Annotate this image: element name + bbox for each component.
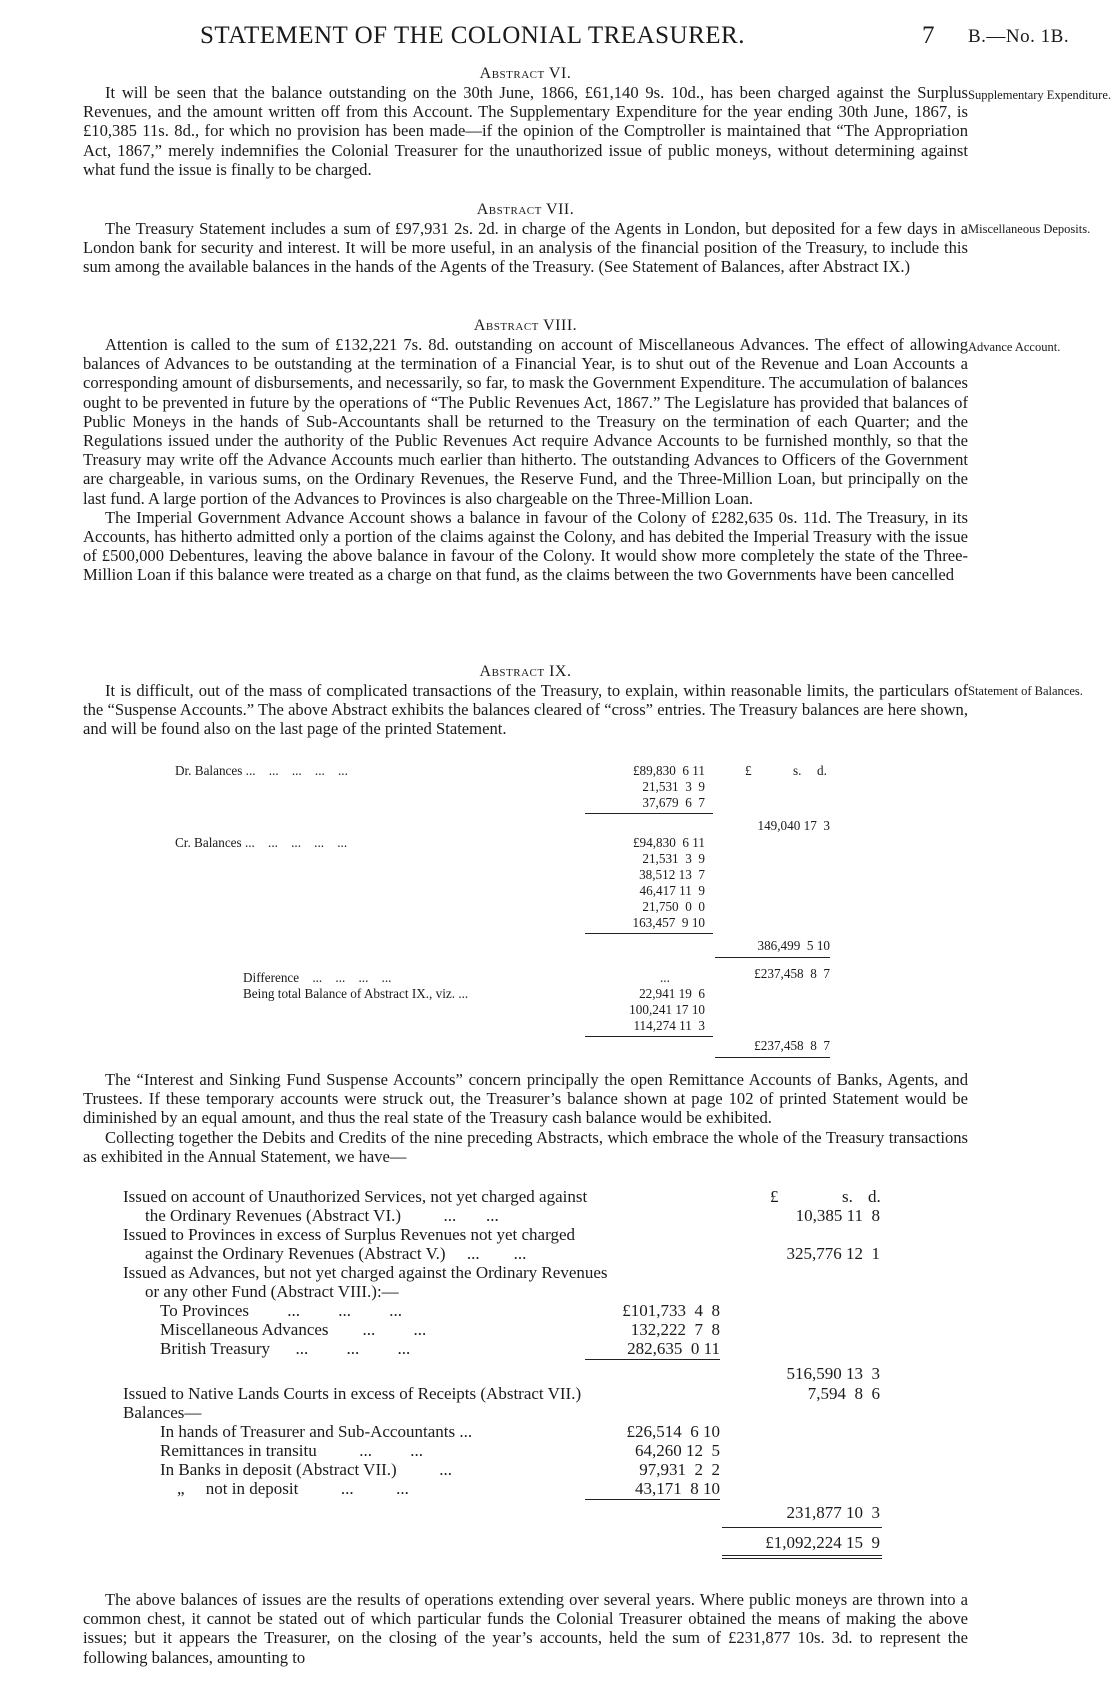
final-paragraph: The above balances of issues are the results of operations extending over several years. Where public moneys are thrown into a common chest, it cannot be stated out of which particular funds the Colonial Treasurer obtained the means of making the above issues; but it appears the Treasurer, on the closing of the year’s accounts, held the sum of £231,877 10s. 3d. to represent the following balances, amounting to [83, 1590, 968, 1667]
abstract-vi-text: It will be seen that the balance outstanding on the 30th June, 1866, £61,140 9s. 10d., has been charged against the Surplus Revenues, and the amount written off from this Account. The Supplementary Expenditure for the year ending 30th June, 1867, is £10,385 11s. 8d., for which no provision has been made—if the opinion of the Comptroller is maintained that “The Appropriation Act, 1867,” merely indemnifies the Colonial Treasurer for the unauthorized issue of public moneys, without determining against what fund the issue is finally to be charged. [83, 83, 968, 179]
rule [585, 1359, 720, 1360]
rule [715, 1057, 830, 1058]
abstract-vii-section [83, 200, 968, 277]
abstract-vii-heading: Abstract VII. [476, 201, 575, 218]
balance-value: 97,931 2 2 [639, 1460, 720, 1479]
issue-provinces-cont: against the Ordinary Revenues (Abstract V.) ... ... [145, 1244, 527, 1263]
sum-head-pounds: £ [770, 1187, 779, 1206]
dr-item: £89,830 6 11 [632, 763, 705, 778]
being-item: 114,274 11 3 [633, 1018, 705, 1033]
balance-label: In Banks in deposit (Abstract VII.) ... [160, 1460, 452, 1479]
balance-label: In hands of Treasurer and Sub-Accountants ... [160, 1422, 473, 1441]
balance-label: Remittances in transitu ... ... [160, 1441, 423, 1460]
margin-note-statement: Statement of Balances. [968, 684, 1083, 698]
dr-item: 21,531 3 9 [642, 779, 705, 794]
col-head-shillings: s. [793, 763, 802, 778]
being-item: 22,941 19 6 [639, 986, 705, 1001]
being-total: £237,458 8 7 [754, 1038, 830, 1053]
advance-value: 282,635 0 11 [627, 1339, 720, 1358]
col-head-pence: d. [817, 763, 827, 778]
advance-label: British Treasury ... ... ... [160, 1339, 411, 1358]
cr-item: 38,512 13 7 [639, 867, 705, 882]
margin-note-supplementary: Supplementary Expenditure. [968, 88, 1112, 102]
cr-total: 386,499 5 10 [757, 938, 830, 953]
interest-section [83, 1070, 968, 1166]
dr-item: 37,679 6 7 [642, 795, 705, 810]
difference-label: Difference ... ... ... ... [243, 970, 392, 985]
rule [722, 1527, 882, 1528]
balance-value: £26,514 6 10 [626, 1422, 720, 1441]
col-head-pounds: £ [745, 763, 752, 778]
rule [722, 1558, 882, 1559]
difference-value: £237,458 8 7 [754, 966, 830, 981]
rule [585, 933, 713, 934]
page-title: STATEMENT OF THE COLONIAL TREASURER. [200, 22, 745, 49]
cr-balances-label: Cr. Balances ... ... ... ... ... [175, 835, 348, 850]
issue-native-lands-value: 7,594 8 6 [807, 1384, 880, 1403]
rule [585, 813, 713, 814]
interest-paragraph: The “Interest and Sinking Fund Suspense Accounts” concern principally the open Remittance Accounts of Banks, Agents, and Trustees. If these temporary accounts were struck out, the Treasurer’s balance shown at page 102 of printed Statement would be diminished by an equal amount, and thus the real state of the Treasury cash balance would be exhibited. [83, 1070, 968, 1128]
abstract-ix-text: It is difficult, out of the mass of complicated transactions of the Treasury, to explain, within reasonable limits, the particulars of the “Suspense Accounts.” The above Abstract exhibits the balances cleared of “cross” entries. The Treasury balances are here shown, and will be found also on the last page of the printed Statement. [83, 681, 968, 739]
cr-item: 21,750 0 0 [642, 899, 705, 914]
advance-label: To Provinces ... ... ... [160, 1301, 402, 1320]
being-item: 100,241 17 10 [629, 1002, 705, 1017]
rule [715, 957, 830, 958]
being-total-label: Being total Balance of Abstract IX., viz. ... [243, 986, 469, 1001]
balance-label: „ not in deposit ... ... [160, 1479, 409, 1498]
abstract-ix-heading: Abstract IX. [479, 663, 572, 680]
issue-provinces: Issued to Provinces in excess of Surplus Revenues not yet charged [123, 1225, 575, 1244]
advance-value: 132,222 7 8 [630, 1320, 720, 1339]
advance-value: £101,733 4 8 [622, 1301, 720, 1320]
difference-dots: ... [660, 970, 670, 985]
abstract-viii-heading: Abstract VIII. [473, 317, 578, 334]
margin-note-deposits: Miscellaneous Deposits. [968, 222, 1091, 236]
cr-item: £94,830 6 11 [632, 835, 705, 850]
rule [722, 1555, 882, 1556]
issue-advances-cont: or any other Fund (Abstract VIII.):— [145, 1282, 399, 1301]
document-reference: B.—No. 1B. [968, 26, 1070, 47]
balances-total: 231,877 10 3 [786, 1503, 880, 1522]
issue-advances: Issued as Advances, but not yet charged against the Ordinary Revenues [123, 1263, 608, 1282]
dr-total: 149,040 17 3 [757, 818, 830, 833]
margin-note-advance: Advance Account. [968, 340, 1061, 354]
issue-unauthorized-value: 10,385 11 8 [795, 1206, 880, 1225]
abstract-vi-heading: Abstract VI. [479, 65, 572, 82]
abstract-viii-section [83, 316, 968, 585]
sum-head-pence: d. [868, 1187, 881, 1206]
abstract-vii-text: The Treasury Statement includes a sum of £97,931 2s. 2d. in charge of the Agents in London, but deposited for a few days in a London bank for security and interest. It will be more useful, in an analysis of the financial position of the Treasury, to include this sum among the available balances in the hands of the Agents of the Treasury. (See Statement of Balances, after Abstract IX.) [83, 219, 968, 277]
sum-head-shillings: s. [842, 1187, 853, 1206]
dr-balances-label: Dr. Balances ... ... ... ... ... [175, 763, 348, 778]
issue-native-lands: Issued to Native Lands Courts in excess of Receipts (Abstract VII.) [123, 1384, 582, 1403]
abstract-ix-section [83, 662, 968, 739]
abstract-vi-section [83, 64, 968, 179]
cr-item: 46,417 11 9 [639, 883, 705, 898]
cr-item: 163,457 9 10 [632, 915, 705, 930]
collecting-paragraph: Collecting together the Debits and Credits of the nine preceding Abstracts, which embrace the whole of the Treasury transactions as exhibited in the Annual Statement, we have— [83, 1127, 968, 1166]
advance-label: Miscellaneous Advances ... ... [160, 1320, 427, 1339]
page-number: 7 [922, 22, 935, 49]
page-header [0, 22, 1114, 52]
balance-value: 43,171 8 10 [635, 1479, 720, 1498]
balance-value: 64,260 12 5 [635, 1441, 720, 1460]
abstract-viii-text-1: Attention is called to the sum of £132,221 7s. 8d. outstanding on account of Miscellaneous Advances. The effect of allowing balances of Advances to be outstanding at the termination of a Financial Year, is to shut out of the Revenue and Loan Accounts a corresponding amount of disbursements, and necessarily, so far, to mask the Government Expenditure. The accumulation of balances ought to be prevented in future by the operations of “The Public Revenues Act, 1867.” The Legislature has provided that balances of Public Moneys in the hands of Sub-Accountants shall be returned to the Treasury on the termination of each Quarter; and the Regulations issued under the authority of the Public Revenues Act require Advance Accounts to be furnished monthly, so that the Treasury may write off the Advance Accounts much earlier than hitherto. The outstanding Advances to Officers of the Government are chargeable, in various sums, on the Ordinary Revenues, the Reserve Fund, and the Three-Million Loan, but principally on the last fund. A large portion of the Advances to Provinces is also chargeable on the Three-Million Loan. [83, 335, 968, 508]
issue-provinces-value: 325,776 12 1 [786, 1244, 880, 1263]
rule [585, 1499, 720, 1500]
grand-total: £1,092,224 15 9 [765, 1533, 880, 1552]
balances-heading: Balances— [123, 1403, 202, 1422]
issue-unauthorized-cont: the Ordinary Revenues (Abstract VI.) ... ... [145, 1206, 499, 1225]
advances-total: 516,590 13 3 [786, 1364, 880, 1383]
cr-item: 21,531 3 9 [642, 851, 705, 866]
rule [585, 1036, 713, 1037]
issue-unauthorized: Issued on account of Unauthorized Services, not yet charged against [123, 1187, 588, 1206]
final-section [83, 1590, 968, 1667]
abstract-viii-text-2: The Imperial Government Advance Account shows a balance in favour of the Colony of £282,635 0s. 11d. The Treasury, in its Accounts, has hitherto admitted only a portion of the claims against the Colony, and has debited the Imperial Treasury with the issue of £500,000 Debentures, leaving the above balance in favour of the Colony. It would show more completely the state of the Three-Million Loan if this balance were treated as a charge on that fund, as the claims between the two Governments have been cancelled [83, 507, 968, 585]
